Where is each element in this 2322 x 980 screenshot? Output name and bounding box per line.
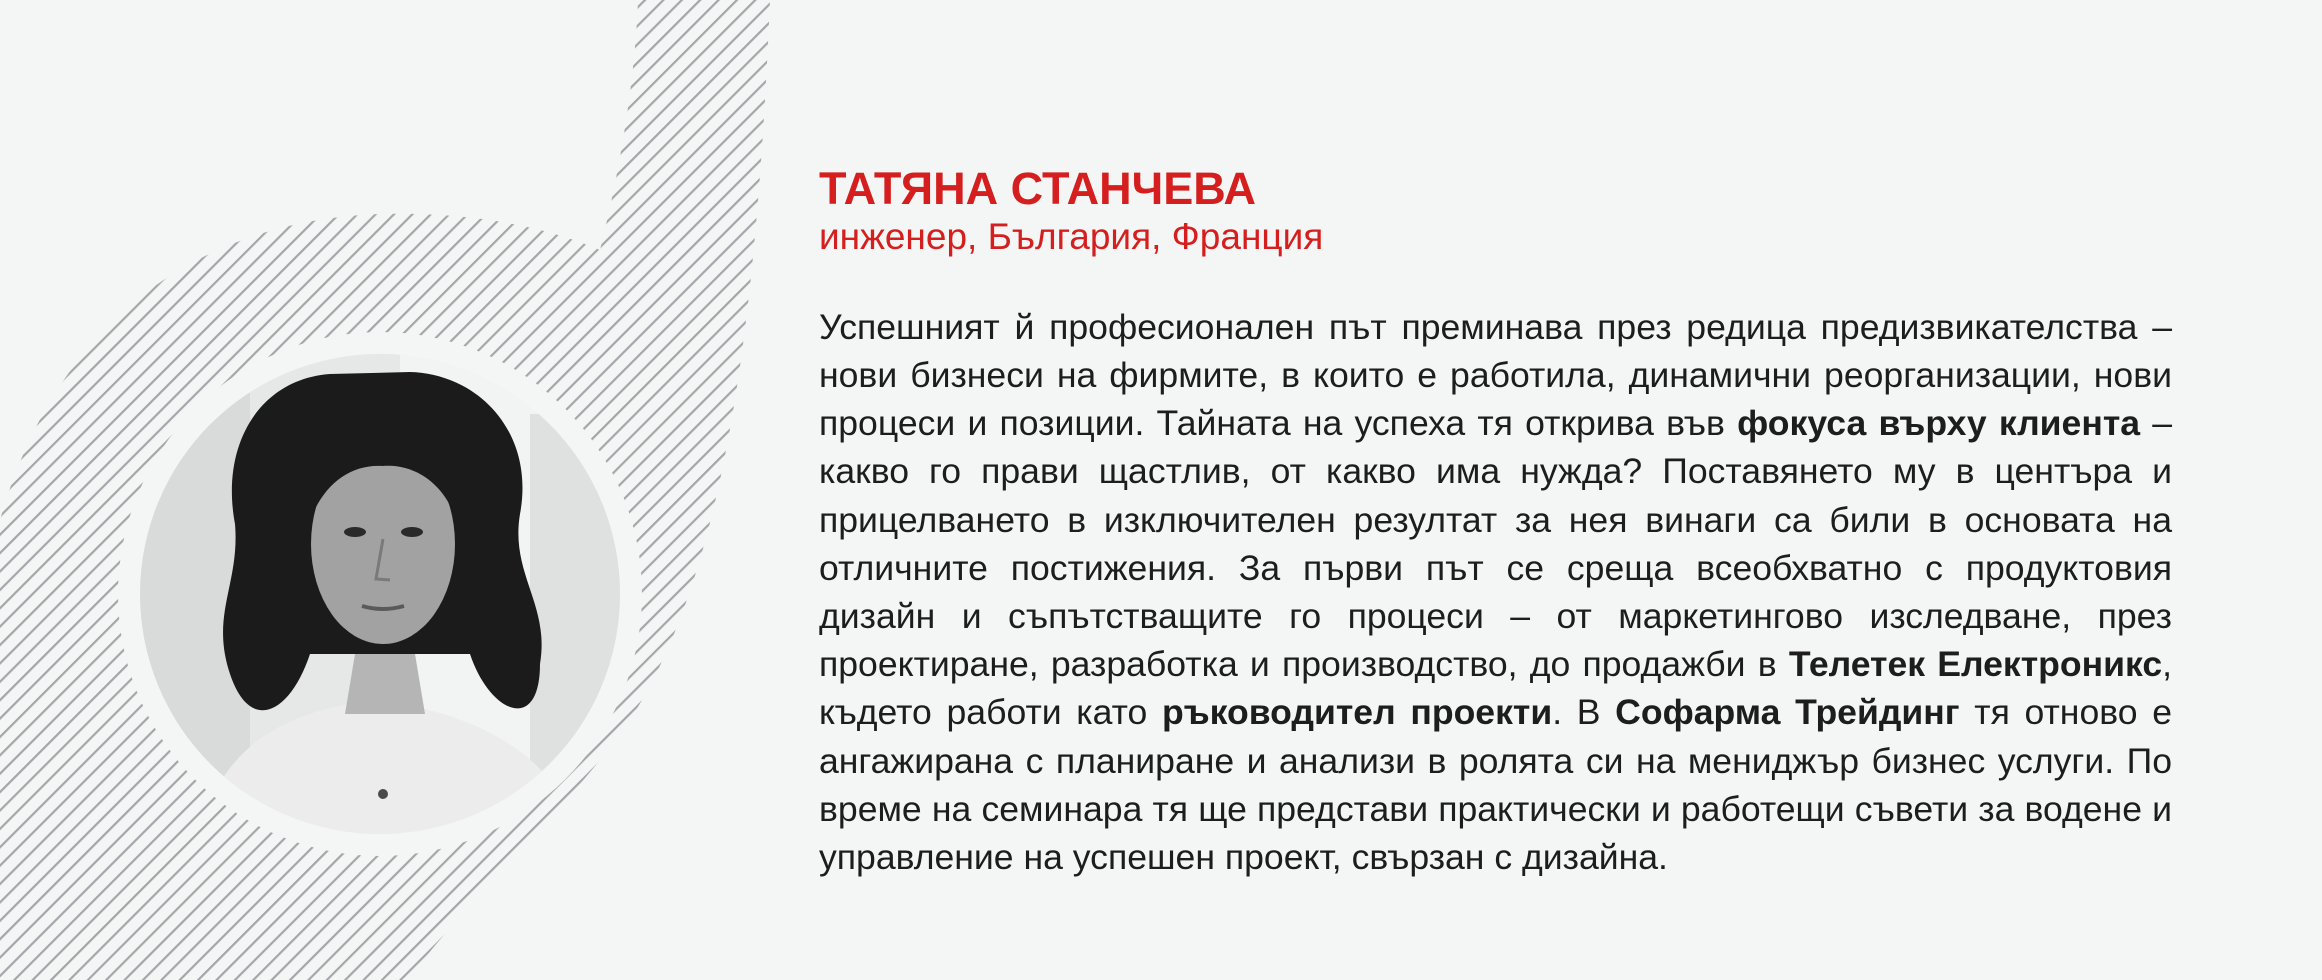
- speaker-name: ТАТЯНА СТАНЧЕВА: [819, 163, 1257, 214]
- bio-highlight: ръководител проекти: [1162, 692, 1553, 733]
- speaker-info: [819, 162, 2172, 881]
- bio-highlight: Софарма Трейдинг: [1615, 692, 1960, 733]
- bio-text: тя отново е ангажирана с планиране и анализи в ролята си на мениджър бизнес услуги. По време на семинара тя ще представи практически и работещи съвети за водене и управление на успешен проект, свързан с дизайна.: [819, 692, 2172, 877]
- bio-text: , където работи като: [819, 644, 2172, 733]
- bio-text: – какво го прави щастлив, от какво има нужда? Поставянето му в центъра и прицелването в изключителен резултат за нея винаги са били в основата на отличните постижения. За първи път се среща всеобхватно с продуктовия дизайн и съпътстващите го процеси – от маркетингово изследване, през проектиране, разработка и производство, до продажби в: [819, 403, 2173, 685]
- portrait-photo: [140, 354, 620, 834]
- bio-text: . В: [1552, 692, 1616, 733]
- speaker-subtitle: инженер, България, Франция: [819, 216, 1324, 258]
- speaker-photo: [140, 354, 620, 834]
- bio-highlight: фокуса върху клиента: [1737, 403, 2141, 444]
- bio-highlight: Телетек Електроникс: [1788, 644, 2163, 685]
- speaker-bio: [819, 303, 2172, 881]
- bio-text: Успешният й професионален път преминава през редица предизвикателства – нови бизнеси на фирмите, в които е работила, динамични реорганизации, нови процеси и позиции. Тайната на успеха тя открива във: [819, 306, 2172, 444]
